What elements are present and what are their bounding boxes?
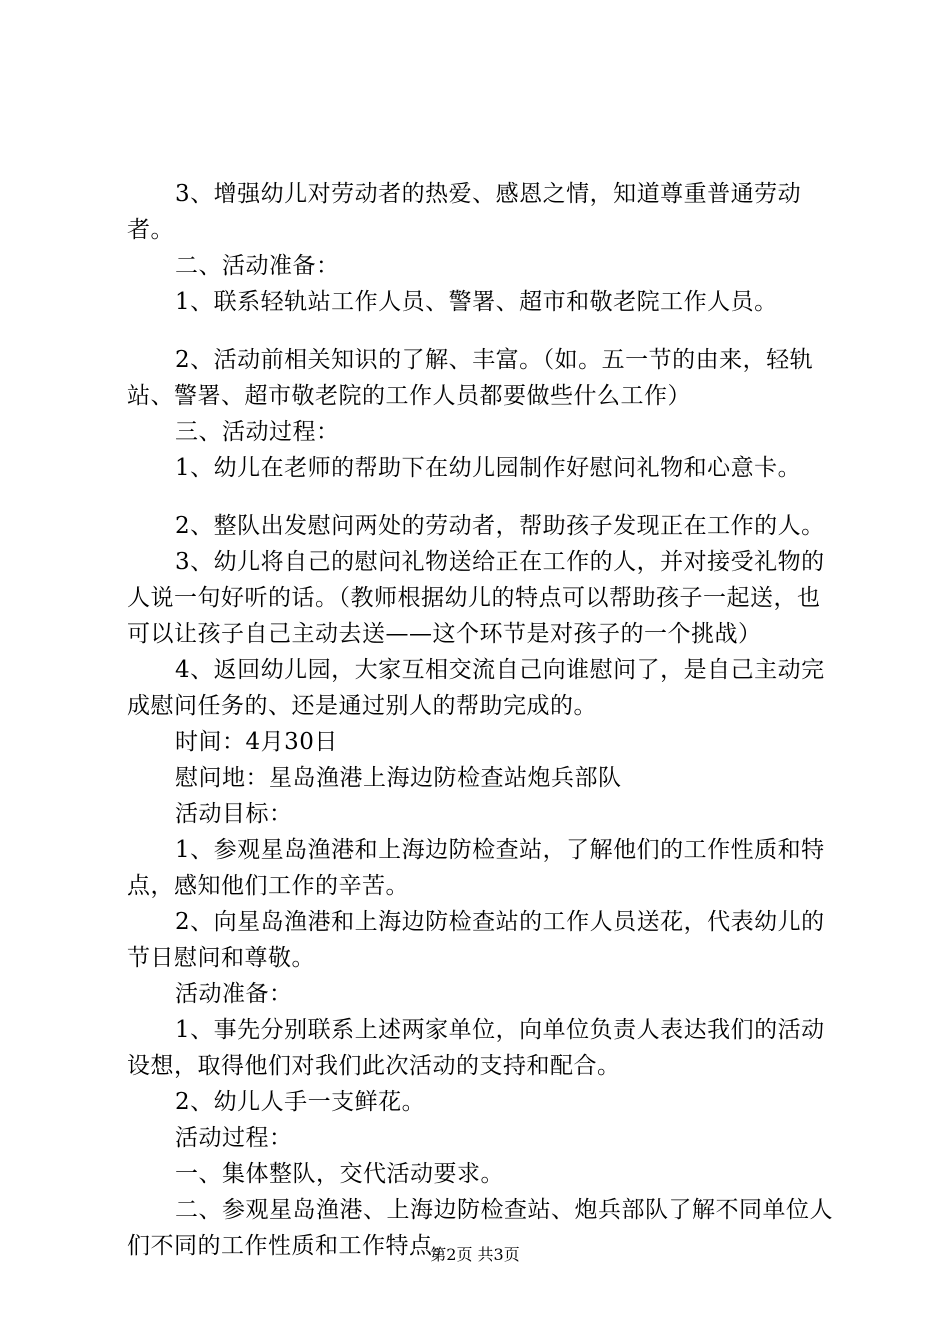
paragraph-process-1: 1、幼儿在老师的帮助下在幼儿园制作好慰问礼物和心意卡。 [175,455,802,481]
paragraph-goal-3: 3、增强幼儿对劳动者的热爱、感恩之情，知道尊重普通劳动者。 [127,181,802,243]
paragraph-process-visit: 二、参观星岛渔港、上海边防检查站、炮兵部队了解不同单位人们不同的工作性质和工作特点。 [127,1197,833,1259]
heading-preparation: 二、活动准备： [175,253,340,279]
heading-goals: 活动目标： [175,801,293,827]
paragraph-prep-1: 1、联系轻轨站工作人员、警署、超市和敬老院工作人员。 [175,289,778,315]
heading-preparation-2: 活动准备： [175,981,293,1007]
paragraph-process-3: 3、幼儿将自己的慰问礼物送给正在工作的人，并对接受礼物的人说一句好听的话。（教师根据幼儿的特点可以帮助孩子一起送，也可以让孩子自己主动去送——这个环节是对孩子的一个挑战） [127,549,825,647]
page-footer: 第2页 共3页 [430,1245,520,1264]
paragraph-process-2: 2、整队出发慰问两处的劳动者，帮助孩子发现正在工作的人。 [175,513,825,539]
paragraph-location: 慰问地：星岛渔港上海边防检查站炮兵部队 [175,765,622,791]
paragraph-process-4: 4、返回幼儿园，大家互相交流自己向谁慰问了，是自己主动完成慰问任务的、还是通过别人的帮助完成的。 [127,657,825,719]
heading-process-2: 活动过程： [175,1125,293,1151]
paragraph-time: 时间：4月30日 [175,729,338,755]
heading-process: 三、活动过程： [175,419,340,445]
paragraph-goal-flowers: 2、向星岛渔港和上海边防检查站的工作人员送花，代表幼儿的节日慰问和尊敬。 [127,909,825,971]
document-body [127,176,839,1264]
paragraph-process-assemble: 一、集体整队，交代活动要求。 [175,1161,504,1187]
paragraph-prep-contact: 1、事先分别联系上述两家单位，向单位负责人表达我们的活动设想，取得他们对我们此次活动的支持和配合。 [127,1017,825,1079]
paragraph-goal-visit: 1、参观星岛渔港和上海边防检查站，了解他们的工作性质和特点，感知他们工作的辛苦。 [127,837,825,899]
paragraph-prep-flowers: 2、幼儿人手一支鲜花。 [175,1089,426,1115]
paragraph-prep-2: 2、活动前相关知识的了解、丰富。（如。五一节的由来，轻轨站、警署、超市敬老院的工作人员都要做些什么工作） [127,347,814,409]
